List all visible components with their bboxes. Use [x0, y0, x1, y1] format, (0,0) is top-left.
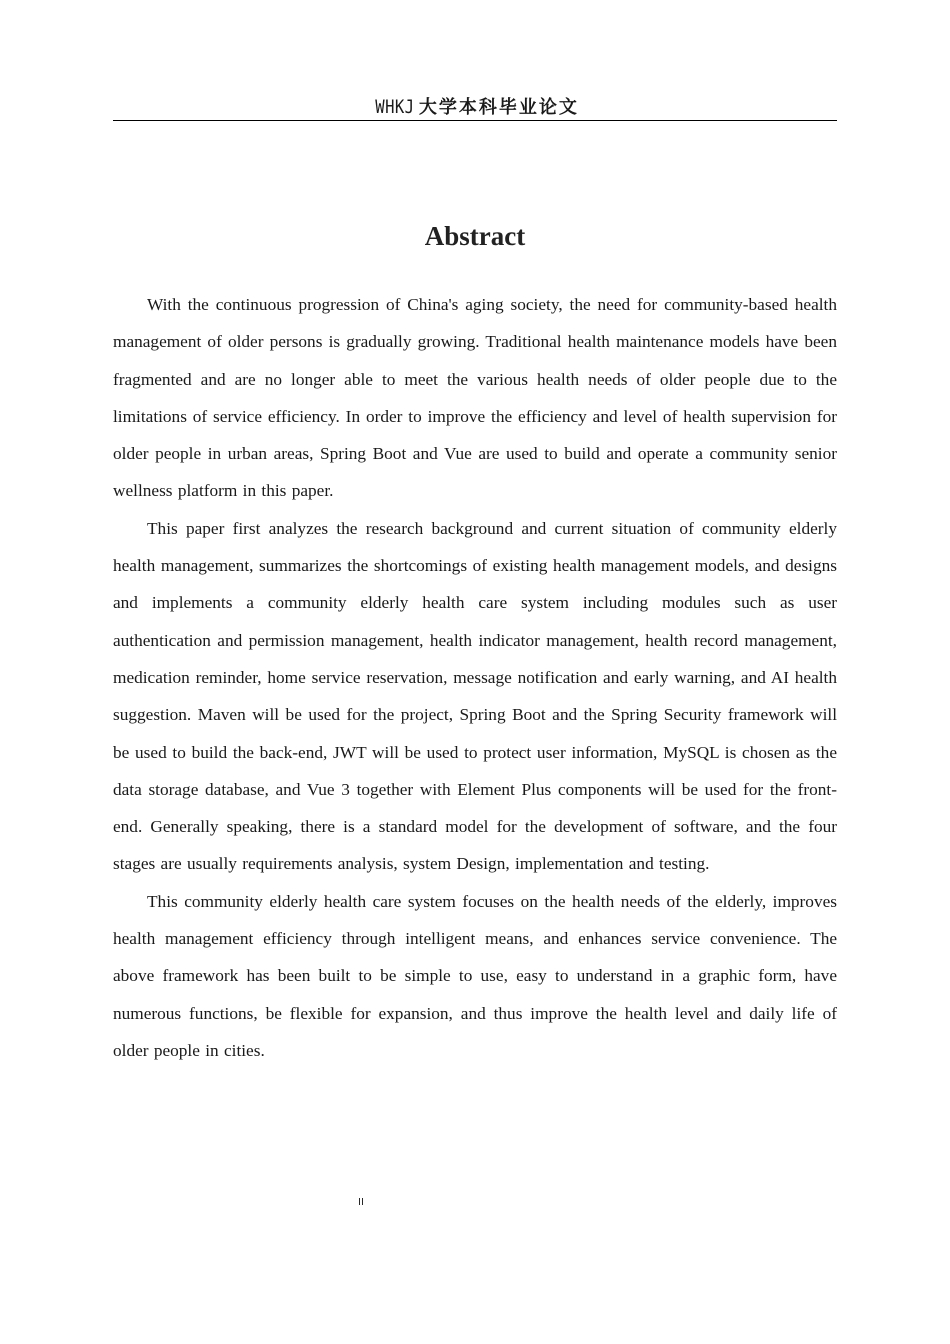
abstract-paragraph-3: This community elderly health care system focuses on the health needs of the elderly, improves health management efficiency through intelligent means, and enhances service convenience. The above framework has been built to be simple to use, easy to understand in a graphic form, have numerous functions, be flexible for expansion, and thus improve the health level and daily life of older people in cities.: [113, 891, 837, 1060]
abstract-title: Abstract: [424, 221, 526, 251]
page-header: [113, 92, 837, 121]
abstract-paragraph-2: This paper first analyzes the research background and current situation of community elderly health management, summarizes the shortcomings of existing health management models, and designs and implements a community elderly health care system including modules such as user authentication and permission management, health indicator management, health record management, medication reminder, home service reservation, message notification and early warning, and AI health suggestion. Maven will be used for the project, Spring Boot and the Spring Security framework will be used to build the back-end, JWT will be used to protect user information, MySQL is chosen as the data storage database, and Vue 3 together with Element Plus components will be used for the front-end. Generally speaking, there is a standard model for the development of software, and the four stages are usually requirements analysis, system Design, implementation and testing.: [113, 518, 837, 874]
header-thesis-label: 大学本科毕业论文: [418, 97, 579, 118]
page-number: II: [358, 1197, 364, 1208]
abstract-paragraph-1: With the continuous progression of China's aging society, the need for community-based health management of older persons is gradually growing. Traditional health maintenance models have been fragmented and are no longer able to meet the various health needs of older people due to the limitations of service efficiency. In order to improve the efficiency and level of health supervision for older people in urban areas, Spring Boot and Vue are used to build and operate a community senior wellness platform in this paper.: [113, 295, 837, 501]
abstract-body: [113, 286, 837, 1069]
header-university-code: WHKJ: [375, 96, 415, 118]
